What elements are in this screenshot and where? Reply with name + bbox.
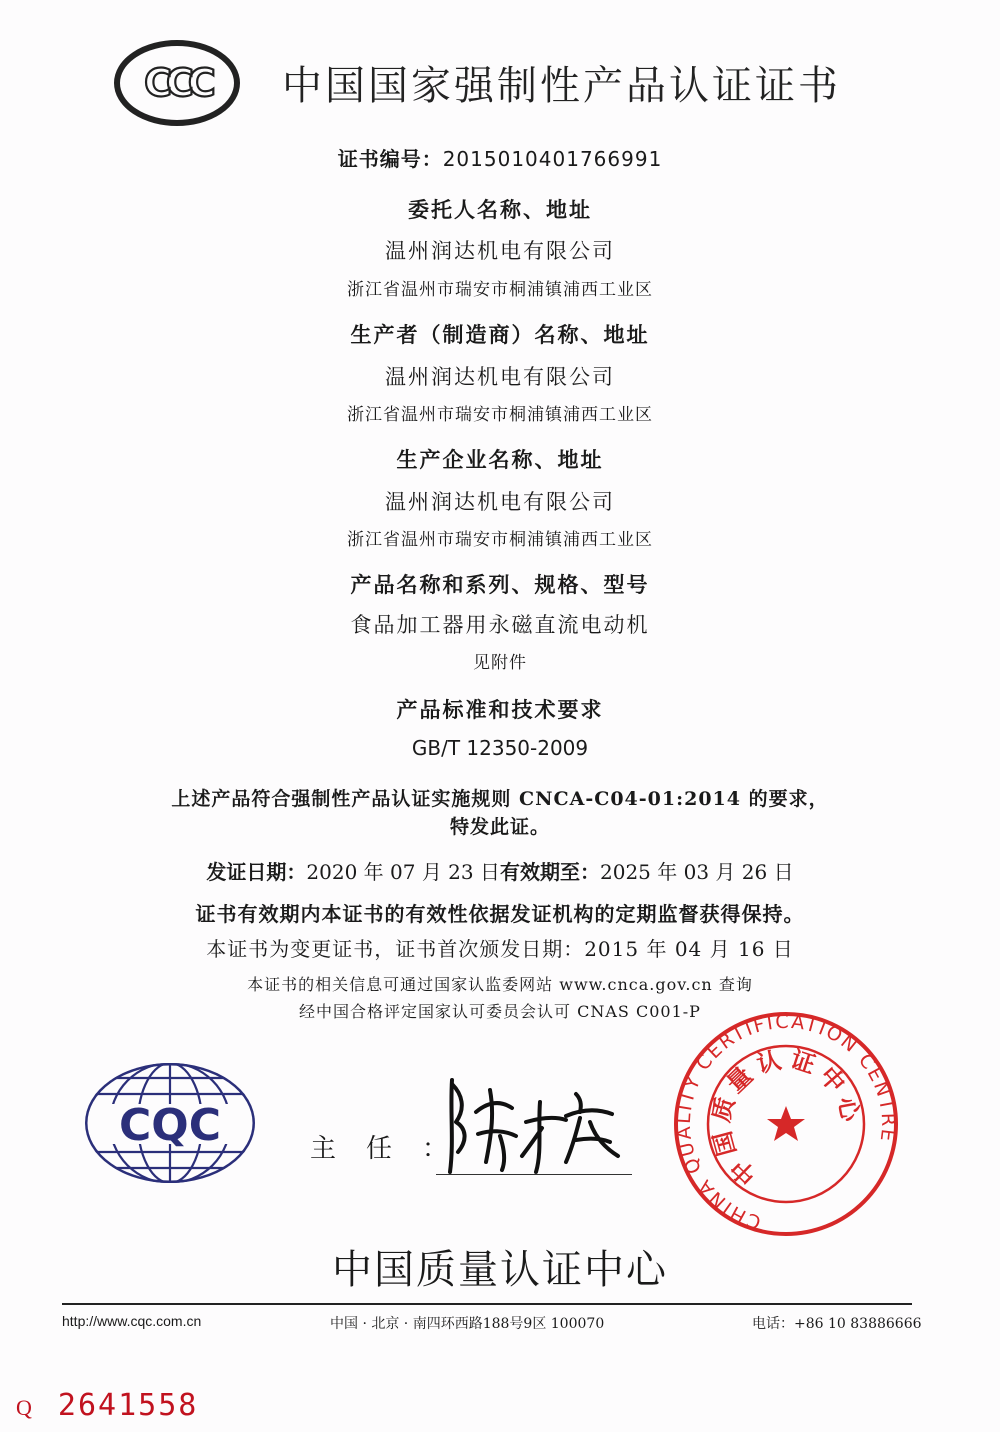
client-address: 浙江省温州市瑞安市桐浦镇浦西工业区 <box>347 280 653 300</box>
footer-website: http://www.cqc.com.cn <box>62 1313 202 1329</box>
valid-until-date: 2025 年 03 月 26 日 <box>600 860 794 884</box>
producer-name: 温州润达机电有限公司 <box>385 365 615 389</box>
client-heading: 委托人名称、地址 <box>408 197 592 222</box>
footer-address: 中国 · 北京 · 南四环西路188号9区 100070 <box>330 1316 605 1332</box>
client-name: 温州润达机电有限公司 <box>385 239 615 263</box>
footer-divider <box>62 1303 912 1305</box>
serial-prefix: Q <box>16 1395 32 1420</box>
producer-heading: 生产者（制造商）名称、地址 <box>350 322 650 347</box>
seal-outer-text: CHINA QUALITY CERTIFICATION CENTRE <box>672 1010 900 1234</box>
serial-value: 2641558 <box>57 1388 199 1423</box>
factory-name: 温州润达机电有限公司 <box>385 490 615 514</box>
ccc-logo-text: CCC <box>144 61 210 105</box>
conformity-line-2: 特发此证。 <box>449 816 550 838</box>
cqc-logo <box>80 1058 260 1188</box>
first-issue-note: 本证书为变更证书，证书首次颁发日期：2015 年 04 月 16 日 <box>206 937 794 961</box>
factory-heading: 生产企业名称、地址 <box>396 447 604 472</box>
certificate-title: 中国国家强制性产品认证证书 <box>282 63 841 109</box>
seal-inner-text: 中国质量认证中心 <box>705 1043 867 1192</box>
standard-heading: 产品标准和技术要求 <box>396 697 604 722</box>
cqc-logo-text: CQC <box>119 1100 221 1151</box>
director-signature <box>430 1072 630 1182</box>
conformity-line-1: 上述产品符合强制性产品认证实施规则 CNCA-C04-01:2014 的要求， <box>171 788 829 810</box>
cnas-accreditation-line: 经中国合格评定国家认可委员会认可 CNAS C001-P <box>299 1002 701 1021</box>
certificate-number-label: 证书编号： <box>337 147 443 171</box>
issuer-name: 中国质量认证中心 <box>332 1247 668 1293</box>
serial-number <box>16 1388 198 1423</box>
standard-value: GB/T 12350-2009 <box>411 736 589 760</box>
certificate-number-value: 2015010401766991 <box>442 147 663 171</box>
cnca-info-line: 本证书的相关信息可通过国家认监委网站 www.cnca.gov.cn 查询 <box>247 975 753 994</box>
producer-address: 浙江省温州市瑞安市桐浦镇浦西工业区 <box>347 405 653 425</box>
product-name: 食品加工器用永磁直流电动机 <box>350 613 650 637</box>
director-label: 主任： <box>310 1134 479 1164</box>
cqc-seal <box>672 1010 900 1238</box>
valid-until-label: 有效期至： <box>500 860 600 884</box>
issue-date-label: 发证日期： <box>206 860 307 884</box>
certificate-number <box>0 143 1000 172</box>
issue-date: 2020 年 07 月 23 日 <box>306 860 500 884</box>
seal-star-icon <box>767 1106 805 1141</box>
signature-line <box>436 1174 632 1175</box>
issue-dates <box>0 856 1000 885</box>
validity-note: 证书有效期内本证书的有效性依据发证机构的定期监督获得保持。 <box>195 902 805 926</box>
footer-telephone: 电话：+86 10 83886666 <box>752 1316 922 1332</box>
product-note: 见附件 <box>473 653 527 673</box>
ccc-logo <box>112 38 242 128</box>
product-heading: 产品名称和系列、规格、型号 <box>350 572 650 597</box>
factory-address: 浙江省温州市瑞安市桐浦镇浦西工业区 <box>347 530 653 550</box>
